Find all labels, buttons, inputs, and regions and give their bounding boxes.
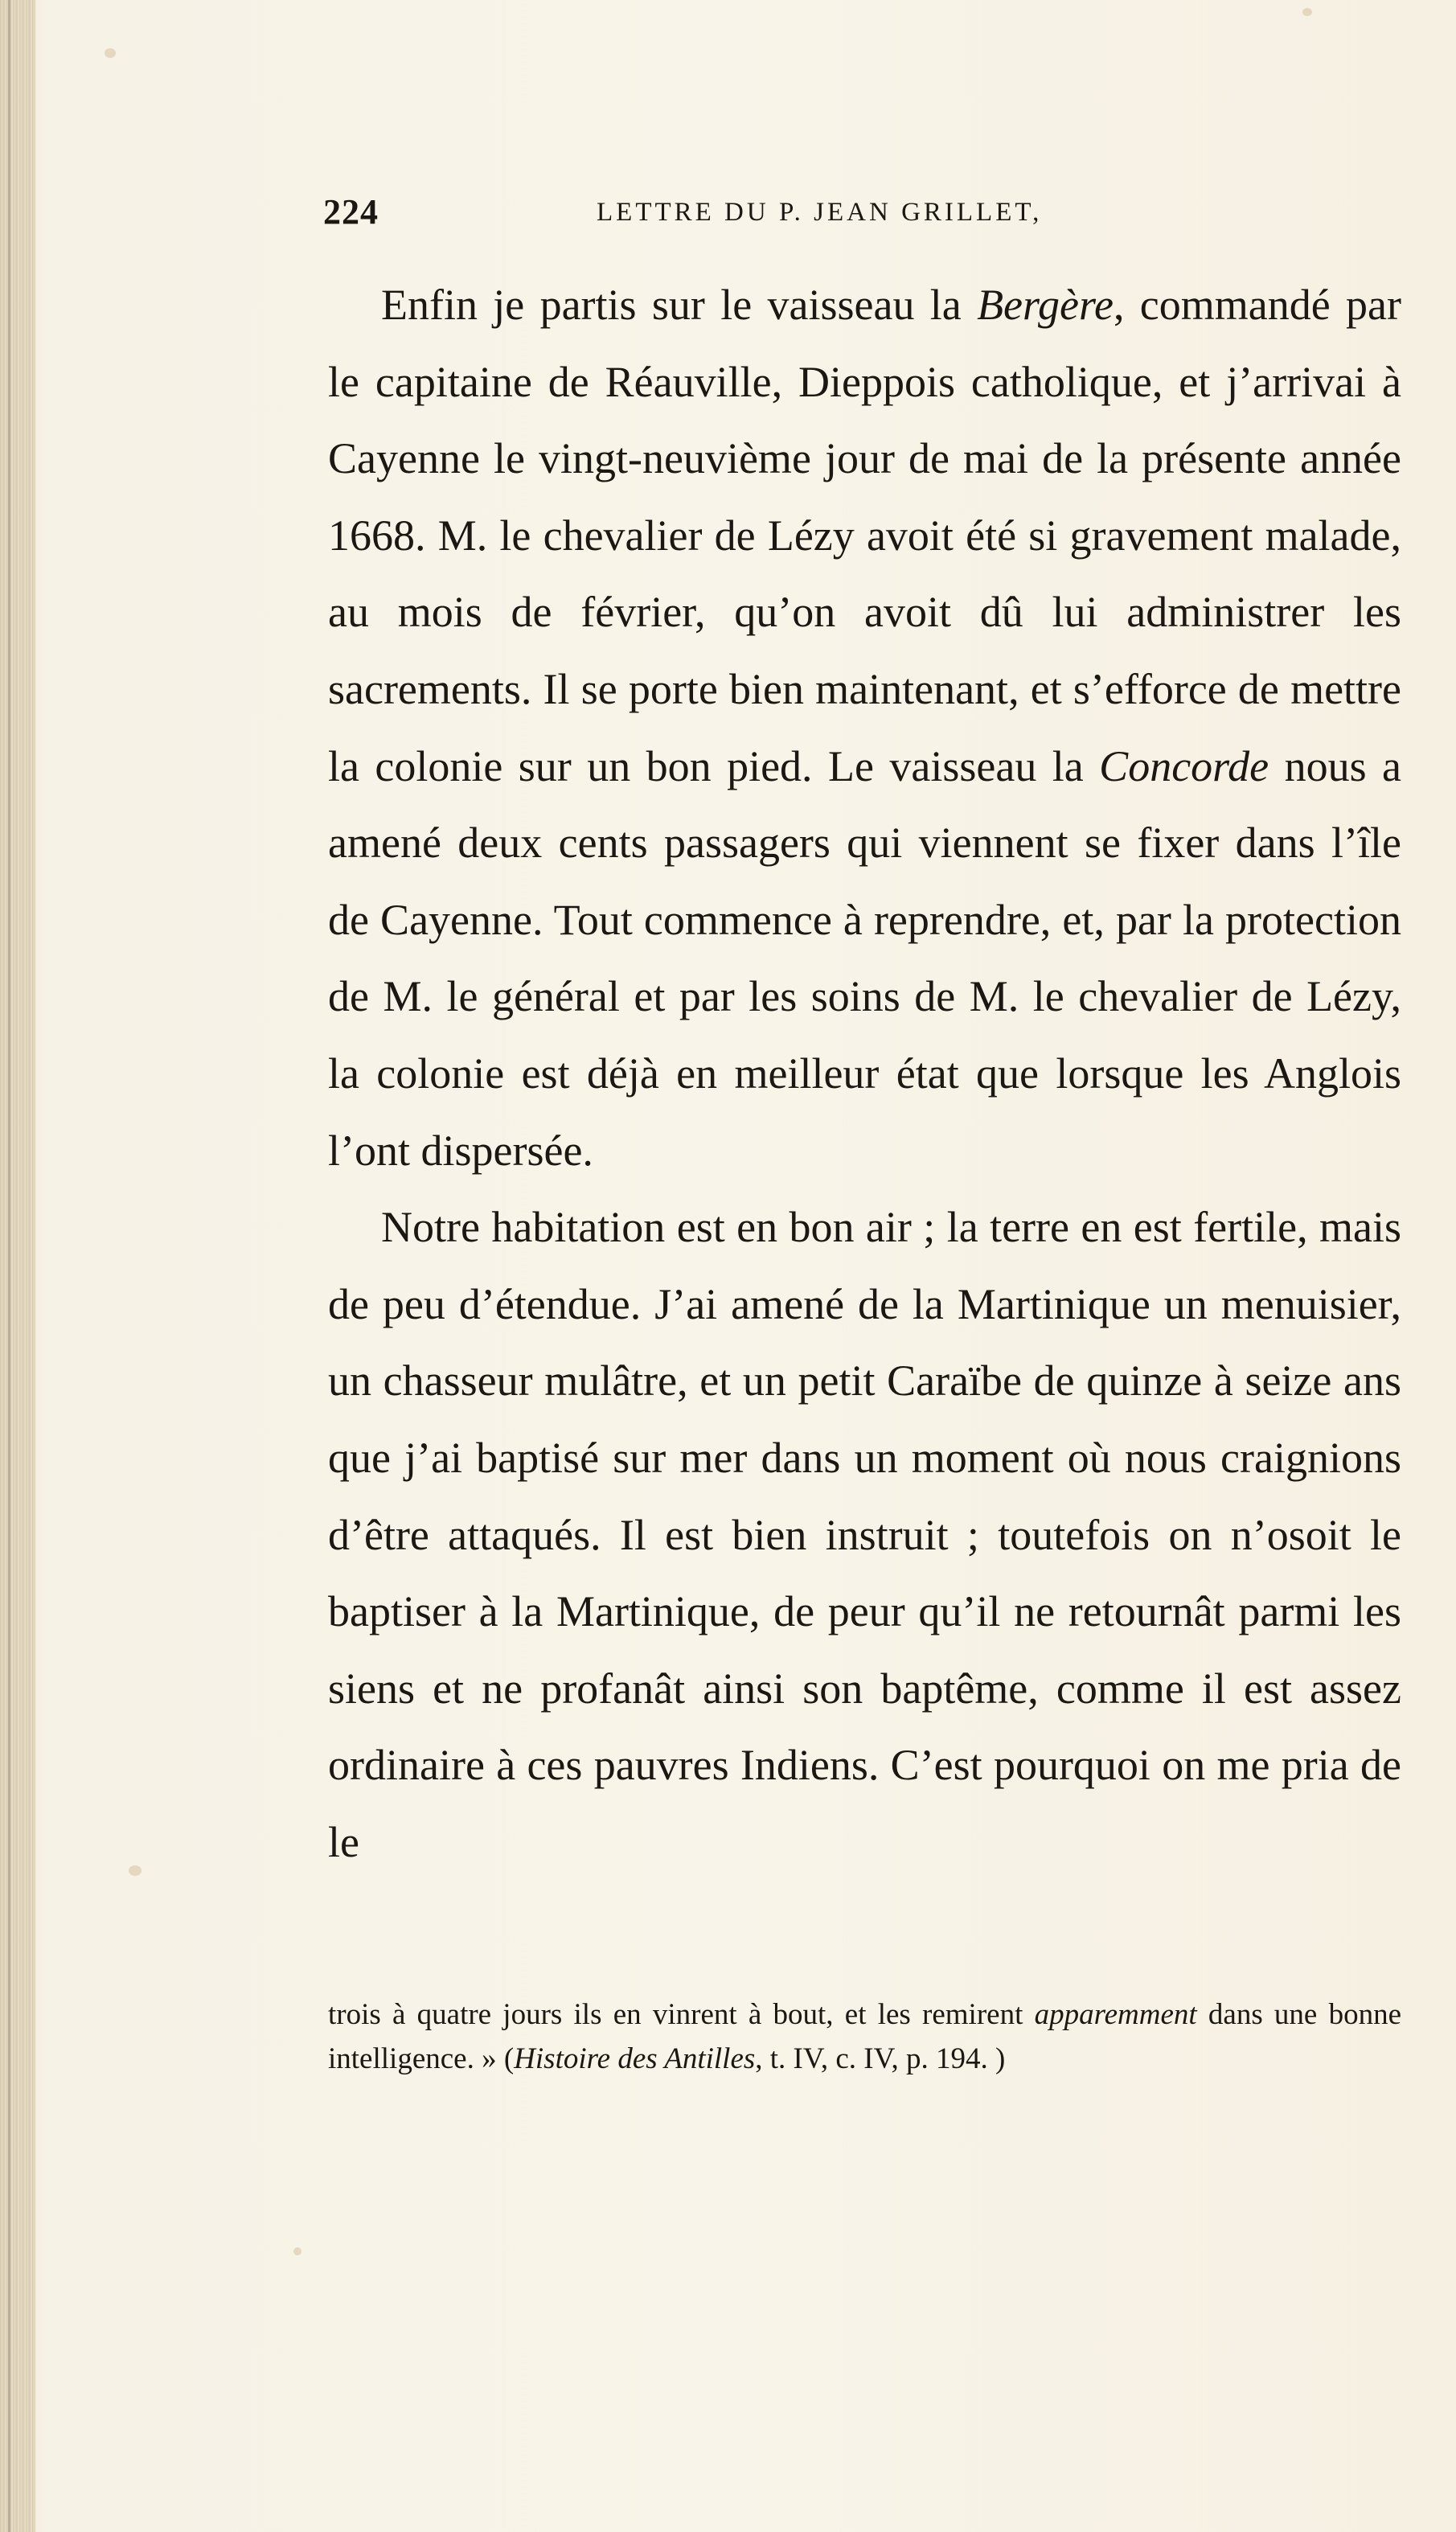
paragraph-1-text-a: Enfin je partis sur le vaisseau la (381, 281, 978, 329)
book-spine-edge (0, 0, 35, 2532)
footnote (328, 1992, 1401, 2081)
paper-stain (1302, 8, 1312, 16)
page-number: 224 (323, 192, 379, 232)
footnote-book-title: Histoire des Antilles (514, 2042, 756, 2075)
ship-name-bergere: Bergère (977, 281, 1114, 329)
running-head: LETTRE DU P. JEAN GRILLET, (597, 198, 1043, 227)
paragraph-1-text-c: nous a amené deux cents passagers qui viennent se fixer dans l’île de Cayenne. Tout commence à reprendre, et, par la protection de M. le général et par les soins de M. le chevalier de Lézy, la colonie est déjà en meilleur état que lorsque les Anglois l’ont dispersée. (328, 741, 1401, 1175)
footnote-text-b: dans une bonne intelligence. » ( (328, 1998, 1402, 2075)
paragraph-1-text-b: , commandé par le capitaine de Réauville, Dieppois catholique, et j’arrivai à Cayenne le vingt-neuvième jour de mai de la présente année 1668. M. le chevalier de Lézy avoit été si gravement malade, au mois de février, qu’on avoit dû lui administrer les sacrements. Il se porte bien maintenant, et s’efforce de mettre la colonie sur un bon pied. Le vaisseau la (328, 281, 1401, 790)
paragraph-2: Notre habitation est en bon air ; la terre en est fertile, mais de peu d’étendue. J’ai amené de la Martinique un menuisier, un chasseur mulâtre, et un petit Caraïbe de quinze à seize ans que j’ai baptisé sur mer dans un moment où nous craignions d’être attaqués. Il est bien instruit ; toutefois on n’osoit le baptiser à la Martinique, de peur qu’il ne retournât parmi les siens et ne profanât ainsi son baptême, comme il est assez ordinaire à ces pauvres Indiens. C’est pourquoi on me pria de le (328, 1203, 1401, 1866)
footnote-text-c: , t. IV, c. IV, p. 194. ) (755, 2042, 1006, 2075)
paragraph-1 (328, 267, 1401, 1189)
page-header (323, 187, 1401, 243)
paper-stain (129, 1865, 141, 1876)
main-text (328, 267, 1401, 1881)
paper-stain (105, 48, 116, 58)
paper-stain (293, 2247, 301, 2255)
footnote-italic-apparemment: apparemment (1034, 1998, 1197, 2031)
footnote-text-a: trois à quatre jours ils en vinrent à bout, et les remirent (328, 1998, 1035, 2031)
ship-name-concorde: Concorde (1099, 741, 1269, 790)
